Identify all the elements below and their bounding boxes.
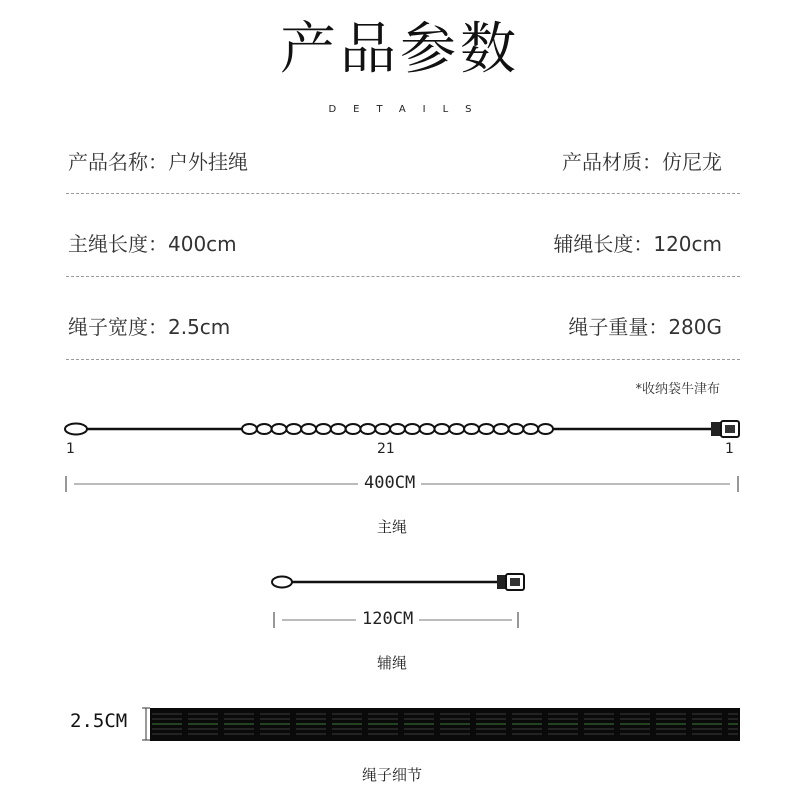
aux-rope-end-loop-icon — [272, 577, 292, 588]
daisy-loop-icon — [449, 424, 464, 434]
daisy-loop-icon — [331, 424, 346, 434]
daisy-loop-icon — [538, 424, 553, 434]
page-subtitle: DETAILS — [328, 104, 489, 115]
daisy-loop-icon — [405, 424, 420, 434]
daisy-loop-icon — [464, 424, 479, 434]
main-loop-count: 21 — [377, 441, 395, 457]
spec-material: 产品材质：仿尼龙 — [562, 150, 722, 174]
daisy-loop-icon — [420, 424, 435, 434]
spec-main-length: 主绳长度：400cm — [68, 232, 237, 256]
page-title: 产品参数 — [280, 17, 520, 82]
daisy-loop-icon — [360, 424, 375, 434]
daisy-loop-icon — [390, 424, 405, 434]
storage-bag-note: *收纳袋牛津布 — [635, 382, 720, 397]
aux-rope-caption: 辅绳 — [376, 654, 407, 672]
main-rope-buckle-icon — [711, 421, 739, 437]
daisy-loop-icon — [435, 424, 450, 434]
daisy-loop-icon — [242, 424, 257, 434]
aux-rope-buckle-icon — [497, 574, 524, 590]
daisy-loop-icon — [375, 424, 390, 434]
main-rope-end-loop-icon — [65, 424, 87, 435]
daisy-loop-icon — [509, 424, 524, 434]
spec-aux-length: 辅绳长度：120cm — [553, 232, 722, 256]
aux-length-label: 120CM — [356, 609, 419, 629]
spec-weight: 绳子重量：280G — [568, 315, 722, 339]
daisy-loop-icon — [316, 424, 331, 434]
detail-caption: 绳子细节 — [361, 766, 422, 784]
daisy-loop-icon — [479, 424, 494, 434]
strip-width-label: 2.5CM — [70, 710, 128, 732]
main-left-count: 1 — [66, 441, 75, 457]
spec-product-name: 产品名称：户外挂绳 — [68, 150, 248, 174]
main-right-count: 1 — [725, 441, 734, 457]
spec-width: 绳子宽度：2.5cm — [68, 315, 231, 339]
main-rope-caption: 主绳 — [376, 518, 407, 536]
daisy-loop-icon — [346, 424, 361, 434]
daisy-loop-icon — [494, 424, 509, 434]
daisy-loop-icon — [301, 424, 316, 434]
daisy-chain-loops — [242, 424, 553, 434]
daisy-loop-icon — [257, 424, 272, 434]
daisy-loop-icon — [272, 424, 287, 434]
daisy-loop-icon — [523, 424, 538, 434]
main-length-label: 400CM — [358, 473, 421, 493]
daisy-loop-icon — [286, 424, 301, 434]
